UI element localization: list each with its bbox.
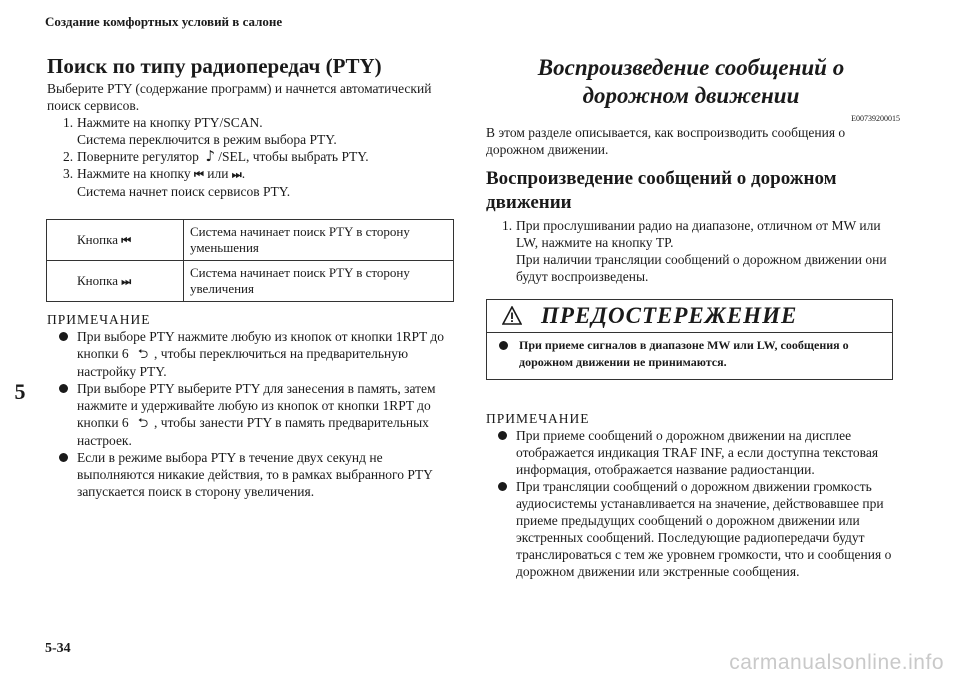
note-title: ПРИМЕЧАНИЕ <box>486 411 590 426</box>
note-text: , чтобы занести PTY в память предварительных настроек. <box>77 415 429 448</box>
step-text: При прослушивании радио на диапазоне, отличном от MW или LW, нажмите на кнопку TP. <box>516 218 881 250</box>
warning-header <box>487 300 892 333</box>
note-text: При выборе PTY нажмите любую из кнопок от кнопки 1RPT до кнопки 6 <box>77 329 445 361</box>
step-text: Система начнет поиск сервисов PTY. <box>77 184 291 199</box>
pty-steps <box>47 114 457 200</box>
note-item <box>486 427 896 478</box>
step-text: При наличии трансляции сообщений о дорожном движении они будут воспроизведены. <box>516 252 887 284</box>
note-text: При выборе PTY выберите PTY для занесения в память, затем нажмите и удерживайте любую из кнопок от кнопки 1RPT до кнопки 6 <box>77 381 436 430</box>
bullet-icon <box>59 332 68 341</box>
key-label: Кнопка <box>77 272 118 288</box>
key-label: Кнопка <box>77 231 118 247</box>
note-text: Если в режиме выбора PTY в течение двух секунд не выполняются никакие действия, то в рамках выбранного PTY запускается поиск в сторону увеличения. <box>77 450 433 499</box>
note-item <box>47 328 457 380</box>
step-item <box>47 148 457 165</box>
bullet-icon <box>59 453 68 462</box>
return-arrow-icon: ⮌ <box>137 416 149 431</box>
seek-previous-icon: ⏮ <box>121 233 132 247</box>
running-head: Создание комфортных условий в салоне <box>45 14 283 29</box>
tuning-knob-icon: ♪ <box>205 147 216 165</box>
step-text: Система переключится в режим выбора PTY. <box>77 132 337 147</box>
table-cell-desc: Система начинает поиск PTY в сторону увеличения <box>184 261 454 302</box>
step-item <box>47 114 457 148</box>
bullet-icon <box>499 341 508 350</box>
note-title: ПРИМЕЧАНИЕ <box>47 312 151 327</box>
note-text: , чтобы переключиться на предварительную настройку PTY. <box>77 346 409 379</box>
section-heading-traffic: Воспроизведение сообщений о дорожном движении <box>486 168 837 213</box>
watermark: carmanualsonline.info <box>729 651 944 674</box>
step-number: 1. <box>63 115 74 130</box>
bullet-icon <box>59 384 68 393</box>
note-item <box>47 380 457 449</box>
warning-item <box>495 337 884 371</box>
note-item <box>47 449 457 500</box>
table-cell-key <box>47 220 184 261</box>
pty-notes <box>47 328 457 500</box>
pty-intro: Выберите PTY (содержание программ) и начнется автоматический поиск сервисов. <box>47 81 432 113</box>
table-row <box>47 261 454 302</box>
note-text: При трансляции сообщений о дорожном движении громкость аудиосистемы устанавливается на значение, действовавшее при приеме предыдущих сообщений о дорожном движении или экстренных сообщений. Последующие радиопередачи будут транслироваться с тем же уровнем громкости, что и сообщения о дорожном движении или экстренные сообщения. <box>516 479 892 579</box>
step-number: 1. <box>502 218 513 233</box>
note-item <box>486 478 896 580</box>
seek-next-icon: ⏭ <box>121 274 132 288</box>
warning-box <box>486 299 893 380</box>
bullet-icon <box>498 431 507 440</box>
warning-title: ПРЕДОСТЕРЕЖЕНИЕ <box>541 303 798 328</box>
left-column <box>47 54 457 500</box>
document-code: E00739200015 <box>851 114 900 123</box>
page-title: Воспроизведение сообщений о дорожном движении <box>537 55 845 108</box>
warning-triangle-icon <box>502 306 522 326</box>
page-number: 5-34 <box>45 641 71 656</box>
traffic-intro: В этом разделе описывается, как воспроизводить сообщения о дорожном движении. <box>486 125 846 157</box>
warning-body <box>487 333 892 379</box>
step-text: . <box>241 166 246 181</box>
note-text: При приеме сообщений о дорожном движении на дисплее отображается индикация TRAF INF, а если доступна текстовая информация, отображается название радиостанции. <box>516 428 879 477</box>
step-text: Нажмите на кнопку PTY/SCAN. <box>77 115 263 130</box>
traffic-notes-section <box>486 410 896 580</box>
step-number: 3. <box>63 166 74 181</box>
step-text: Поверните регулятор <box>77 149 199 164</box>
step-item <box>47 165 457 200</box>
chapter-tab: 5 <box>14 379 26 404</box>
traffic-notes <box>486 427 896 580</box>
step-text: Нажмите на кнопку <box>77 166 191 181</box>
step-item <box>486 217 896 285</box>
right-column <box>486 54 900 580</box>
seek-next-icon: ⏭ <box>231 168 242 181</box>
section-heading-pty: Поиск по типу радиопередач (PTY) <box>47 54 382 78</box>
step-text: /SEL, чтобы выбрать PTY. <box>218 149 369 164</box>
seek-buttons-table <box>46 219 454 302</box>
step-text: или <box>207 166 229 181</box>
traffic-steps <box>486 217 896 285</box>
table-cell-desc: Система начинает поиск PTY в сторону уменьшения <box>184 220 454 261</box>
return-arrow-icon: ⮌ <box>137 347 149 362</box>
table-row <box>47 220 454 261</box>
warning-text: При приеме сигналов в диапазоне MW или LW, сообщения о дорожном движении не принимаются. <box>519 338 849 369</box>
bullet-icon <box>498 482 507 491</box>
seek-previous-icon: ⏮ <box>193 168 204 181</box>
table-cell-key <box>47 261 184 302</box>
step-number: 2. <box>63 149 74 164</box>
